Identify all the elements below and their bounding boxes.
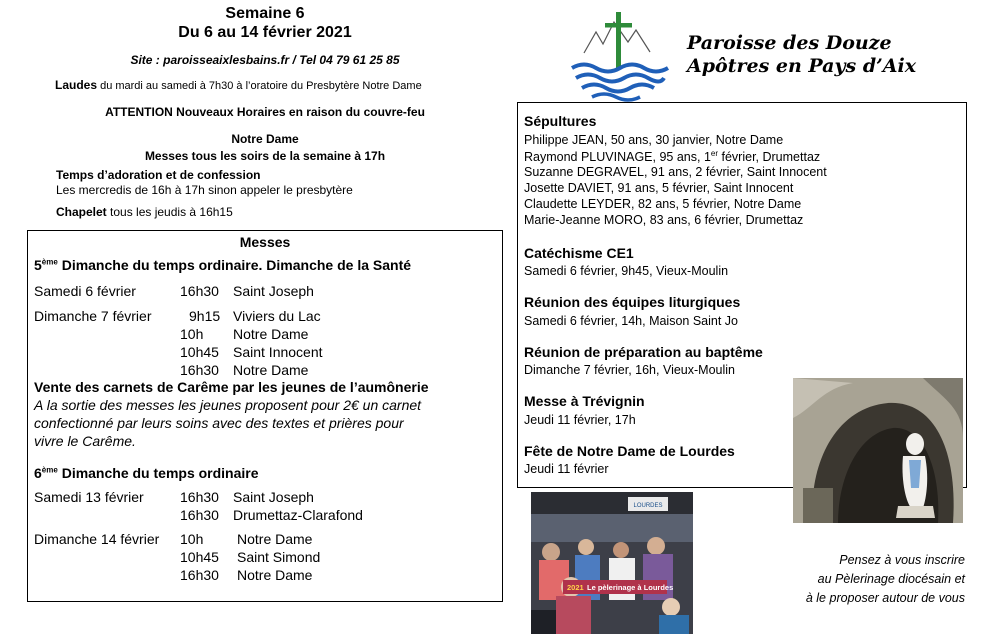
schedule-place: Notre Dame	[237, 567, 313, 583]
schedule-day: Dimanche 7 février	[34, 308, 152, 324]
adoration-heading: Temps d’adoration et de confession	[56, 168, 261, 182]
site-contact: Site : paroisseaixlesbains.fr / Tel 04 79 61 25 85	[130, 53, 400, 67]
schedule-time: 16h30	[180, 362, 219, 378]
schedule-time: 16h30	[180, 507, 219, 523]
fifth-sunday-num: 5	[34, 257, 42, 273]
schedule-day: Samedi 13 février	[34, 489, 144, 505]
sepulture-text: février, Drumettaz	[718, 150, 821, 165]
fifth-sunday-sup: ème	[41, 257, 58, 267]
wave-line	[582, 85, 654, 92]
laudes-text: du mardi au samedi à 7h30 à l’oratoire du Presbytère Notre Dame	[97, 80, 422, 92]
week-dates: Du 6 au 14 février 2021	[178, 24, 352, 41]
evening-masses: Messes tous les soirs de la semaine à 17h	[144, 149, 386, 163]
parish-name-line1: Paroisse des Douze	[687, 32, 892, 54]
laudes-info	[55, 78, 422, 92]
catechisme-heading: Catéchisme CE1	[524, 245, 634, 261]
catechisme-text: Samedi 6 février, 9h45, Vieux-Moulin	[524, 264, 729, 278]
schedule-time: 10h	[180, 531, 204, 547]
trevignin-heading: Messe à Trévignin	[524, 393, 645, 409]
schedule-place: Notre Dame	[233, 362, 309, 378]
careme-heading: Vente des carnets de Carême par les jeunes de l’aumônerie	[34, 379, 429, 395]
careme-line: vivre le Carême.	[34, 433, 136, 449]
schedule-time: 9h15	[189, 308, 221, 324]
poster-caption: Le pèlerinage à Lourdes	[587, 583, 674, 592]
bapteme-heading: Réunion de préparation au baptême	[524, 344, 763, 360]
schedule-time: 16h30	[180, 283, 219, 299]
careme-line: confectionné par leurs soins avec des textes et prières pour	[34, 415, 404, 431]
pilgrimage-poster	[531, 492, 693, 634]
sepulture-item: Josette DAVIET, 91 ans, 5 février, Saint Innocent	[524, 181, 794, 195]
schedule-place: Saint Simond	[237, 549, 321, 565]
lourdes-text: Jeudi 11 février	[524, 462, 609, 476]
sepulture-sup: er	[710, 149, 719, 158]
sixth-sunday-text: Dimanche du temps ordinaire	[57, 465, 259, 481]
adoration-times: Les mercredis de 16h à 17h sinon appeler le presbytère	[56, 183, 353, 197]
schedule-day: Dimanche 14 février	[34, 531, 160, 547]
parish-name-line2: Apôtres en Pays d’Aix	[687, 55, 917, 77]
equipes-text: Samedi 6 février, 14h, Maison Saint Jo	[524, 314, 739, 328]
sepulture-text: Raymond PLUVINAGE, 95 ans, 1	[524, 150, 711, 165]
wave-line	[592, 94, 640, 100]
sepulture-item: Claudette LEYDER, 82 ans, 5 février, Notre Dame	[524, 197, 802, 211]
schedule-time: 16h30	[180, 489, 219, 505]
cross-vertical	[616, 12, 621, 68]
pilgrimage-invite	[700, 551, 965, 608]
sepulture-item: Suzanne DEGRAVEL, 91 ans, 2 février, Saint Innocent	[524, 165, 827, 179]
laudes-label: Laudes	[55, 78, 98, 92]
equipes-heading: Réunion des équipes liturgiques	[524, 294, 741, 310]
poster-brand: LOURDES	[633, 503, 663, 509]
schedule-place: Saint Innocent	[233, 344, 323, 360]
schedule-day: Samedi 6 février	[34, 283, 136, 299]
masses-title: Messes	[239, 234, 291, 250]
chapelet-text: tous les jeudis à 16h15	[106, 205, 233, 219]
invite-line: Pensez à vous inscrire	[839, 553, 965, 567]
wave-line	[576, 75, 664, 82]
poster-year: 2021	[567, 583, 584, 592]
parish-logo	[570, 8, 670, 108]
sepultures-heading: Sépultures	[524, 113, 597, 129]
chapelet-label: Chapelet	[56, 205, 107, 219]
sixth-sunday-sup: ème	[41, 465, 58, 475]
invite-line: au Pèlerinage diocésain et	[817, 572, 965, 586]
notre-dame-heading: Notre Dame	[231, 132, 299, 146]
week-title: Semaine 6	[225, 5, 305, 22]
schedule-time: 10h45	[180, 344, 219, 360]
schedule-place: Viviers du Lac	[233, 308, 321, 324]
schedule-time: 10h	[180, 326, 204, 342]
schedule-place: Drumettaz-Clarafond	[233, 507, 363, 523]
fifth-sunday-heading	[34, 257, 411, 273]
fifth-sunday-text: Dimanche du temps ordinaire. Dimanche de la Santé	[57, 257, 412, 273]
schedule-place: Saint Joseph	[233, 489, 314, 505]
sepulture-item: Philippe JEAN, 50 ans, 30 janvier, Notre Dame	[524, 133, 784, 147]
masses-box	[27, 230, 503, 602]
sixth-sunday-num: 6	[34, 465, 42, 481]
schedule-time: 10h45	[180, 549, 219, 565]
lourdes-heading: Fête de Notre Dame de Lourdes	[524, 443, 735, 459]
sepulture-item: Marie-Jeanne MORO, 83 ans, 6 février, Drumettaz	[524, 213, 804, 227]
cross-horizontal	[605, 23, 632, 28]
bapteme-text: Dimanche 7 février, 16h, Vieux-Moulin	[524, 363, 735, 377]
trevignin-text: Jeudi 11 février, 17h	[524, 413, 636, 427]
chapelet-info	[56, 205, 233, 219]
attention-notice: ATTENTION Nouveaux Horaires en raison du couvre-feu	[105, 105, 425, 119]
schedule-time: 16h30	[180, 567, 219, 583]
schedule-place: Saint Joseph	[233, 283, 314, 299]
invite-line: à le proposer autour de vous	[805, 591, 965, 605]
careme-line: A la sortie des messes les jeunes proposent pour 2€ un carnet	[34, 397, 422, 413]
schedule-place: Notre Dame	[233, 326, 309, 342]
lourdes-grotto-photo	[793, 378, 963, 523]
sixth-sunday-heading	[34, 465, 259, 481]
sepulture-item	[524, 149, 820, 164]
schedule-place: Notre Dame	[237, 531, 313, 547]
